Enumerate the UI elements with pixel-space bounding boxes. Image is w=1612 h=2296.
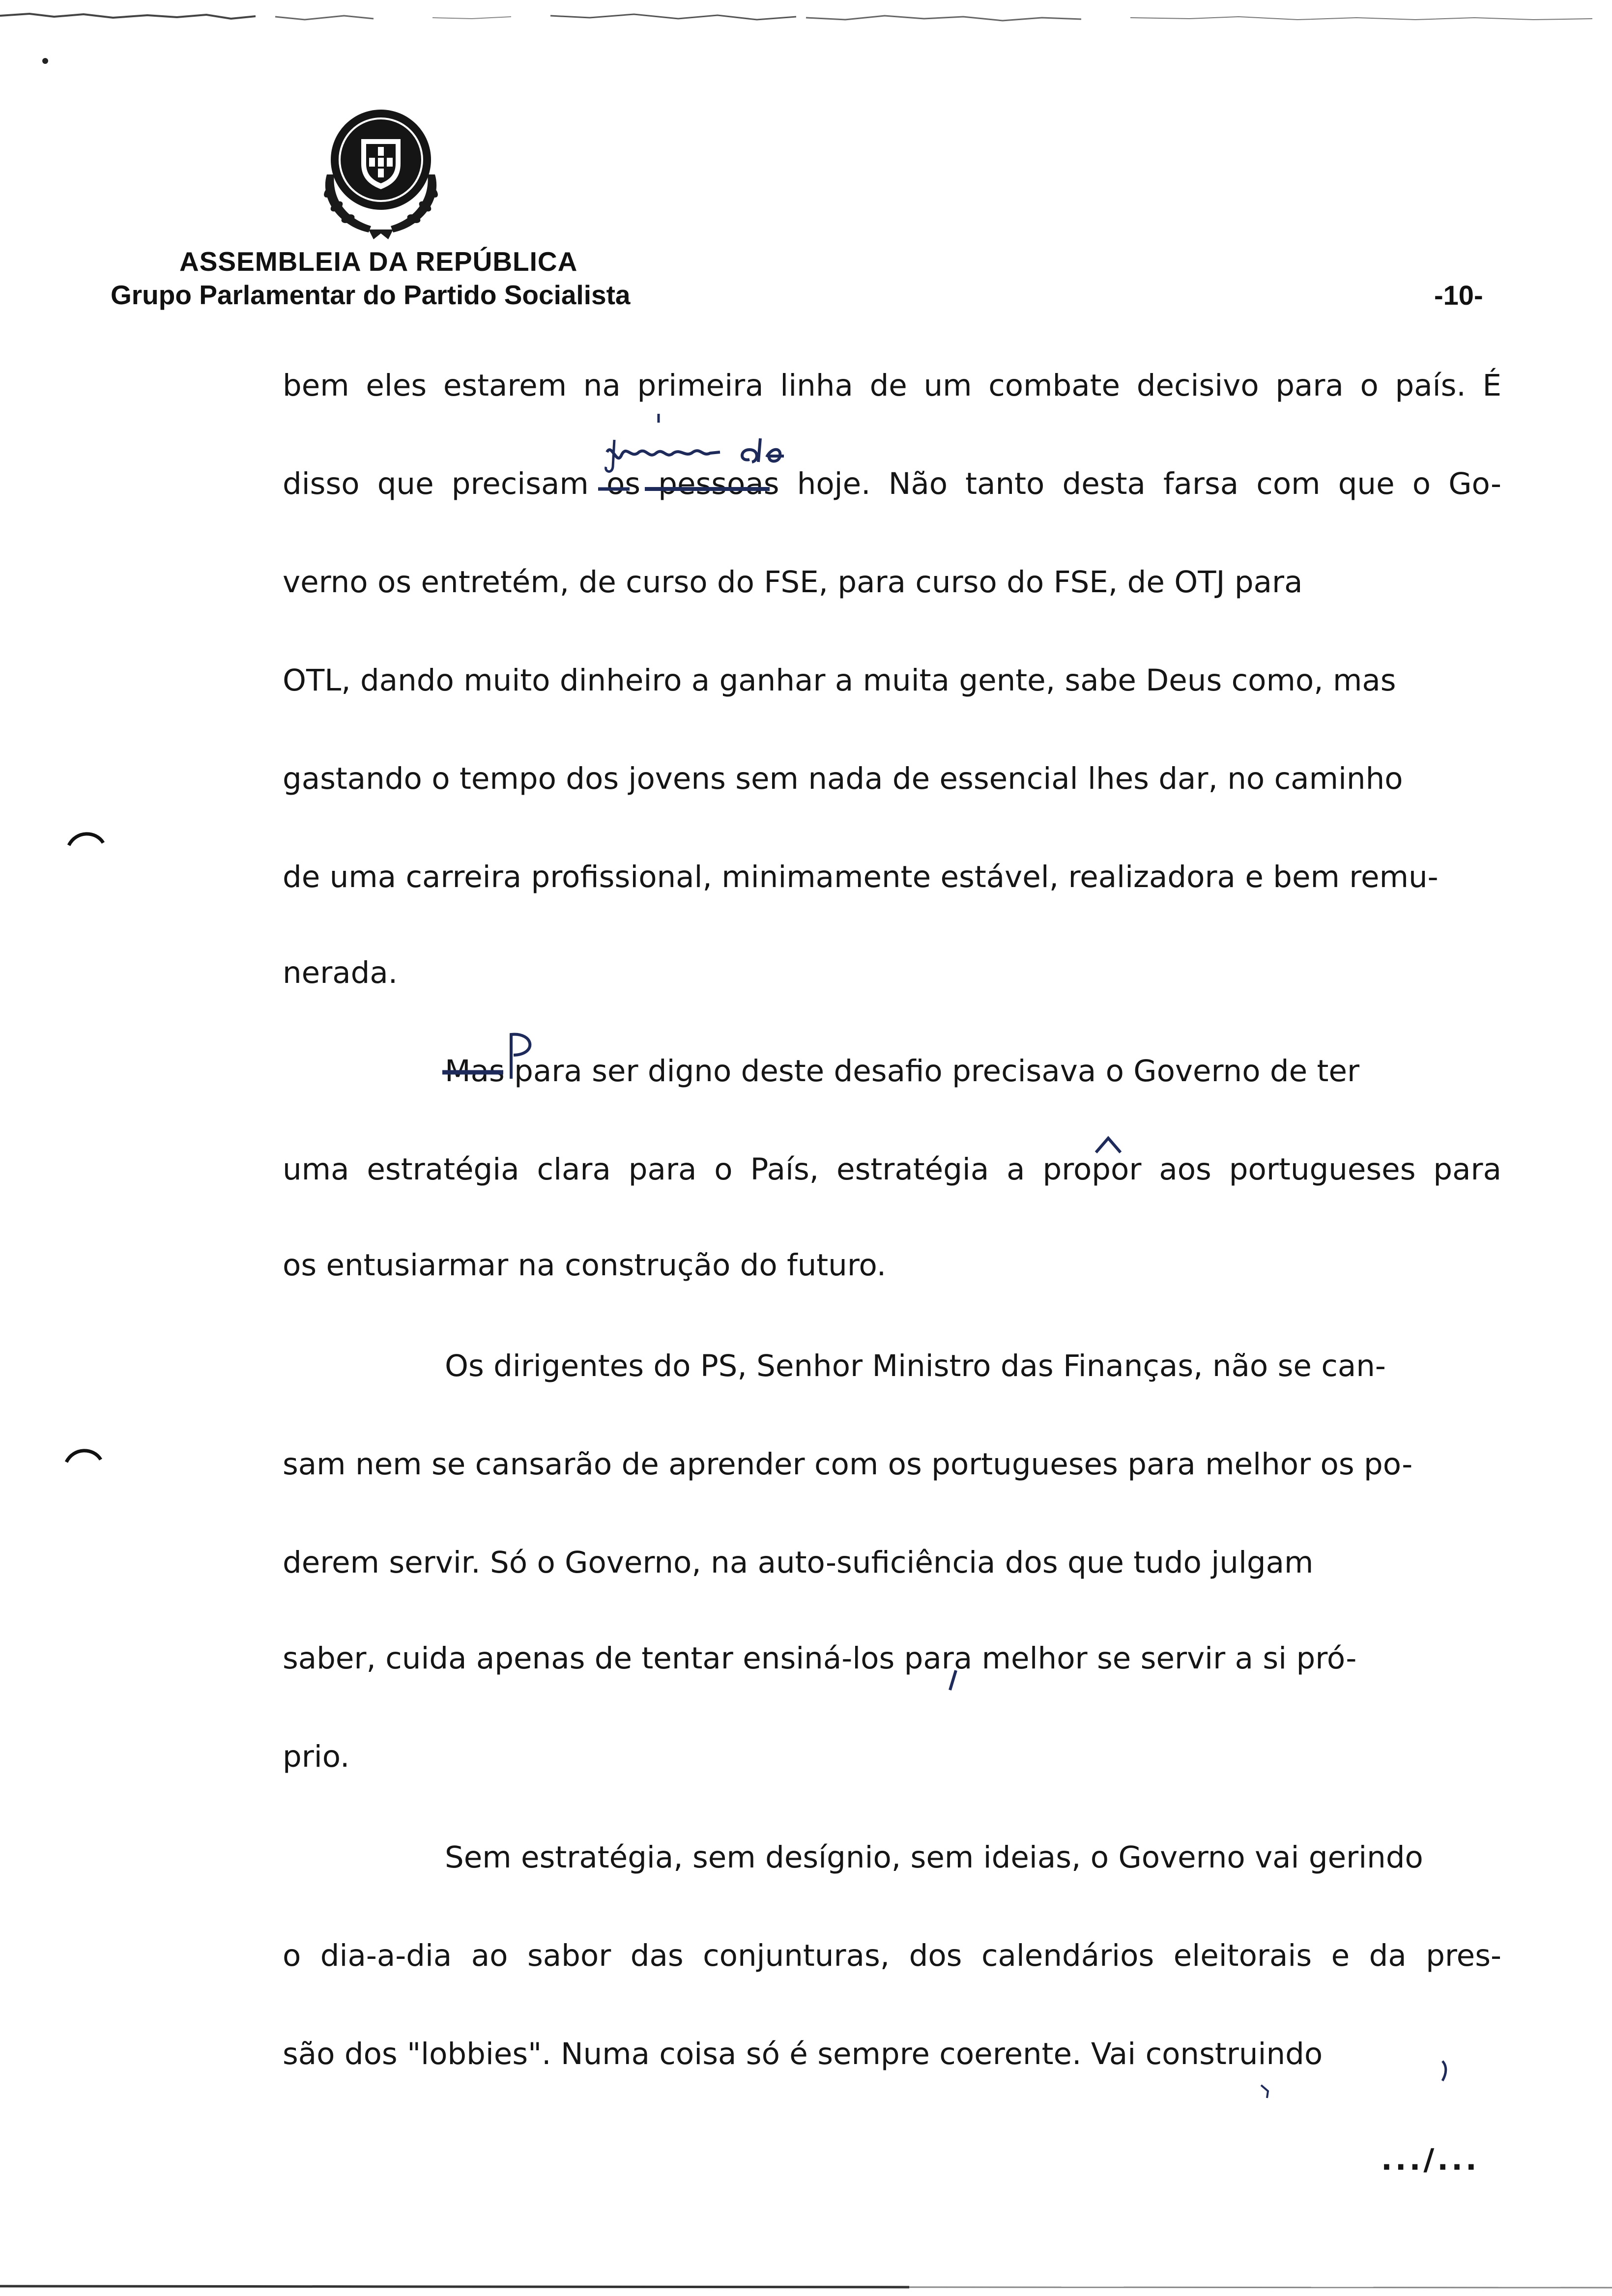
margin-punch-mark — [66, 828, 106, 848]
handwritten-comma — [1438, 2059, 1452, 2084]
strike-through-os — [597, 484, 632, 494]
handwritten-insertion-jovens-de — [602, 432, 833, 477]
handwritten-capital-p — [496, 1030, 541, 1084]
continuation-mark: .../... — [1381, 2143, 1480, 2177]
body-line-1: bem eles estarem na primeira linha de um combate decisivo para o país. É — [283, 368, 1501, 403]
body-line-2: disso que precisam os pessoas hoje. Não tanto desta farsa com que o Go- — [283, 466, 1501, 501]
scan-artifact-bottom — [0, 2283, 1612, 2290]
body-line-11: Os dirigentes do PS, Senhor Ministro das Finanças, não se can- — [445, 1349, 1386, 1383]
body-line-5: gastando o tempo dos jovens sem nada de essencial lhes dar, no caminho — [283, 761, 1403, 796]
strike-through-pessoas — [644, 484, 772, 494]
body-line-16: Sem estratégia, sem desígnio, sem ideias, o Governo vai gerindo — [445, 1840, 1423, 1875]
coat-of-arms-emblem — [310, 101, 452, 243]
scan-artifact-top — [0, 7, 1612, 27]
handwritten-circumflex — [1094, 1135, 1123, 1155]
letterhead-subtitle: Grupo Parlamentar do Partido Socialista — [111, 280, 631, 310]
body-line-17: o dia-a-dia ao sabor das conjunturas, dos calendários eleitorais e da pres- — [283, 1938, 1501, 1973]
body-line-7: nerada. — [283, 955, 398, 990]
handwritten-comma — [946, 1668, 961, 1693]
body-line-18: são dos "lobbies". Numa coisa só é sempre coerente. Vai construindo — [283, 2037, 1323, 2071]
letterhead-title: ASSEMBLEIA DA REPÚBLICA — [179, 246, 578, 277]
scan-speck — [42, 58, 48, 64]
body-line-15: prio. — [283, 1739, 350, 1774]
page-number: -10- — [1434, 280, 1483, 311]
body-line-3: verno os entretém, de curso do FSE, para curso do FSE, de OTJ para — [283, 565, 1303, 600]
handwritten-tick — [1258, 2081, 1273, 2101]
body-line-6: de uma carreira profissional, minimamente estável, realizadora e bem remu- — [283, 860, 1439, 894]
handwritten-dot — [654, 413, 663, 425]
body-line-9: uma estratégia clara para o País, estratégia a propor aos portugueses para — [283, 1152, 1501, 1187]
body-line-13: derem servir. Só o Governo, na auto-suficiência dos que tudo julgam — [283, 1545, 1314, 1580]
body-line-14: saber, cuida apenas de tentar ensiná-los para melhor se servir a si pró- — [283, 1641, 1357, 1676]
body-line-12: sam nem se cansarão de aprender com os portugueses para melhor os po- — [283, 1447, 1413, 1482]
body-line-4: OTL, dando muito dinheiro a ganhar a muita gente, sabe Deus como, mas — [283, 663, 1396, 698]
strike-through-mas — [441, 1066, 505, 1078]
body-line-10: os entusiarmar na construção do futuro. — [283, 1248, 887, 1283]
margin-punch-mark — [64, 1445, 103, 1464]
body-line-8: Mas para ser digno deste desafio precisava o Governo de ter — [445, 1054, 1360, 1089]
